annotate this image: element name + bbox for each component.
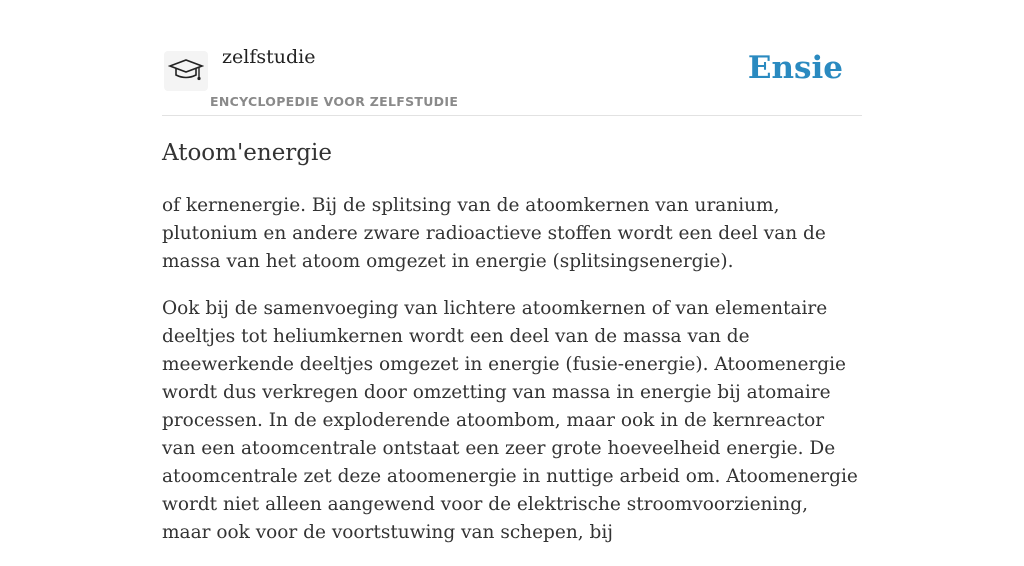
article-title: Atoom'energie [162,140,332,166]
article-paragraph: Ook bij de samenvoeging van lichtere atoomkernen of van elementaire deeltjes tot heliumkernen wordt een deel van de massa van de meewerkende deeltjes omgezet in energie (fusie-energie). Atoomenergie wordt dus verkregen door omzetting van massa in energie bij atomaire processen. In de exploderende atoombom, maar ook in de kernreactor van een atoomcentrale ontstaat een zeer grote hoeveelheid energie. De atoomcentrale zet deze atoomenergie in nuttige arbeid om. Atoomenergie wordt niet alleen aangewend voor de elektrische stroomvoorziening, maar ook voor de voortstuwing van schepen, bij [162,298,858,543]
article-body [162,192,862,566]
ensie-brand-logo[interactable]: Ensie [747,50,843,86]
graduation-cap-icon[interactable] [164,51,208,91]
site-header [162,0,862,116]
site-tagline: ENCYCLOPEDIE VOOR ZELFSTUDIE [210,94,459,109]
article-paragraph: of kernenergie. Bij de splitsing van de atoomkernen van uranium, plutonium en andere zware radioactieve stoffen wordt een deel van de massa van het atoom omgezet in energie (splitsingsenergie). [162,195,826,272]
site-name-link[interactable]: zelfstudie [222,46,316,68]
page [162,0,862,543]
